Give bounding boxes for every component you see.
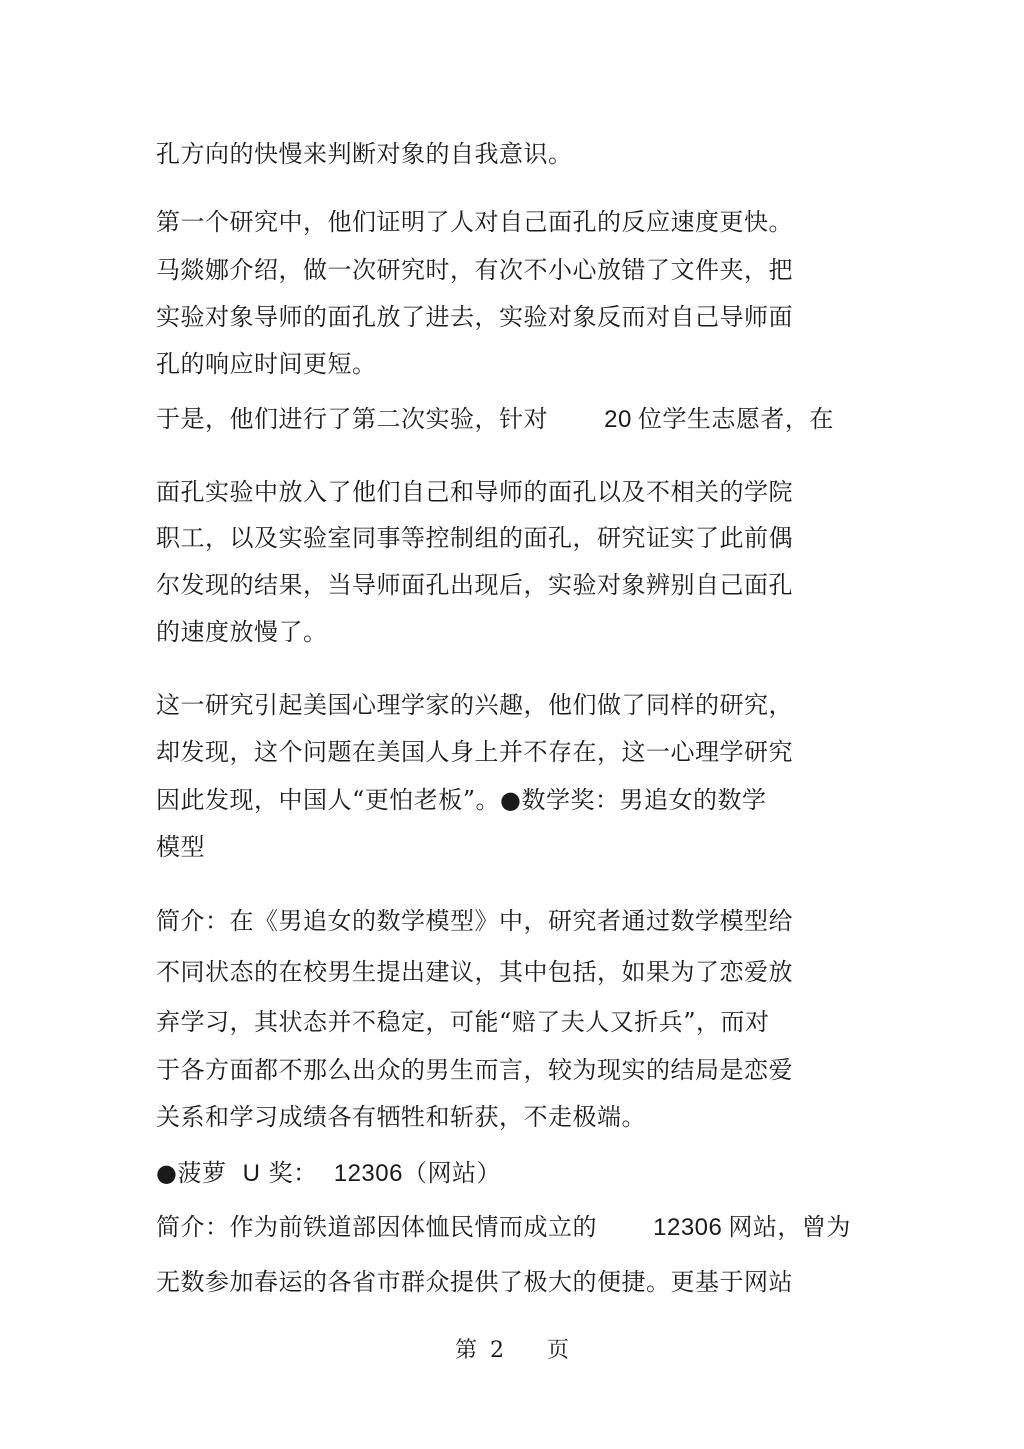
text-line: 孔的响应时间更短。 xyxy=(156,350,377,378)
text-line: 弃学习，其状态并不稳定，可能“赔了夫人又折兵”，而对 xyxy=(156,1008,770,1036)
text-line: 关系和学习成绩各有牺牲和斩获，不走极端。 xyxy=(156,1103,646,1131)
text-line: 孔方向的快慢来判断对象的自我意识。 xyxy=(156,140,573,168)
page-number: 2 xyxy=(490,1338,504,1363)
text-line: 马燚娜介绍，做一次研究时，有次不小心放错了文件夹，把 xyxy=(156,256,793,284)
text-line: 面孔实验中放入了他们自己和导师的面孔以及不相关的学院 xyxy=(156,478,793,506)
text-line: 第一个研究中，他们证明了人对自己面孔的反应速度更快。 xyxy=(156,208,793,236)
text-line: 却发现，这个问题在美国人身上并不存在，这一心理学研究 xyxy=(156,738,793,766)
text-line xyxy=(156,1157,501,1190)
text-line: 不同状态的在校男生提出建议，其中包括，如果为了恋爱放 xyxy=(156,958,793,986)
page-footer xyxy=(0,1336,1024,1366)
text-segment: 奖： xyxy=(268,1159,318,1187)
text-line: 无数参加春运的各省市群众提供了极大的便捷。更基于网站 xyxy=(156,1268,793,1296)
text-segment: ●菠萝 xyxy=(156,1159,227,1187)
page-label-suffix: 页 xyxy=(547,1338,570,1363)
text-segment: 位学生志愿者，在 xyxy=(637,405,834,433)
number-segment: 20 xyxy=(604,406,632,433)
text-segment: 网站，曾为 xyxy=(728,1213,851,1241)
text-line: 简介：在《男追女的数学模型》中，研究者通过数学模型给 xyxy=(156,907,793,935)
text-line xyxy=(156,403,834,436)
text-segment: U xyxy=(242,1160,261,1187)
text-segment: （网站） xyxy=(402,1159,501,1187)
text-line: 职工，以及实验室同事等控制组的面孔，研究证实了此前偶 xyxy=(156,524,793,552)
text-line: 于各方面都不那么出众的男生而言，较为现实的结局是恋爱 xyxy=(156,1056,793,1084)
number-segment: 12306 xyxy=(333,1160,403,1187)
text-segment: 于是，他们进行了第二次实验，针对 xyxy=(156,405,548,433)
text-line: 的速度放慢了。 xyxy=(156,618,328,646)
text-line xyxy=(156,1211,851,1244)
page-label-prefix: 第 xyxy=(454,1338,477,1363)
number-segment: 12306 xyxy=(653,1214,723,1241)
text-line: 模型 xyxy=(156,833,205,861)
text-line: 因此发现，中国人“更怕老板”。●数学奖：男追女的数学 xyxy=(156,786,767,814)
text-line: 实验对象导师的面孔放了进去，实验对象反而对自己导师面 xyxy=(156,303,793,331)
text-line: 尔发现的结果，当导师面孔出现后，实验对象辨别自己面孔 xyxy=(156,571,793,599)
text-line: 这一研究引起美国心理学家的兴趣，他们做了同样的研究， xyxy=(156,691,793,719)
text-segment: 简介：作为前铁道部因体恤民情而成立的 xyxy=(156,1213,597,1241)
